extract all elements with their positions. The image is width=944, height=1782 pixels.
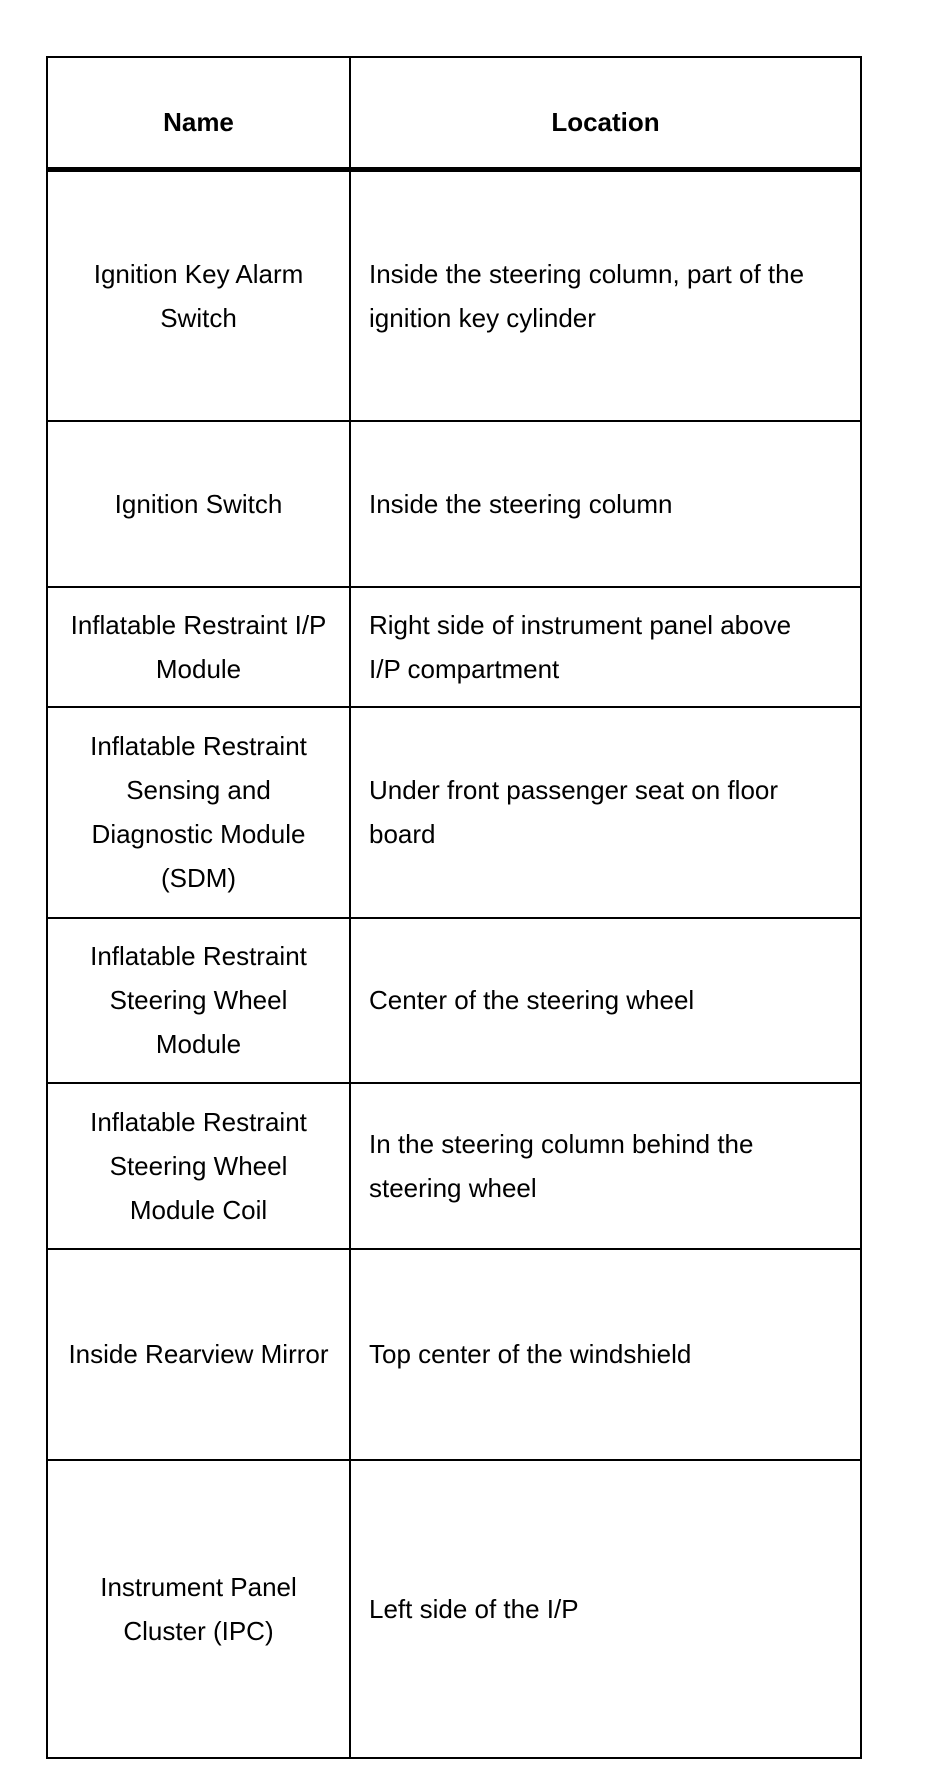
table-row xyxy=(47,587,861,707)
component-name-cell: Instrument Panel Cluster (IPC) xyxy=(47,1460,350,1758)
component-name-cell: Ignition Key Alarm Switch xyxy=(47,169,350,421)
component-name-cell: Inflatable Restraint Sensing and Diagnostic Module (SDM) xyxy=(47,707,350,918)
table-header-row xyxy=(47,57,861,169)
column-header-name: Name xyxy=(47,57,350,169)
component-name-cell: Inflatable Restraint Steering Wheel Module xyxy=(47,918,350,1083)
table-row xyxy=(47,918,861,1083)
component-name-cell: Inflatable Restraint I/P Module xyxy=(47,587,350,707)
component-location-cell: Under front passenger seat on floor board xyxy=(350,707,861,918)
component-location-cell: Right side of instrument panel above I/P compartment xyxy=(350,587,861,707)
component-location-cell: Left side of the I/P xyxy=(350,1460,861,1758)
table-row xyxy=(47,1083,861,1249)
component-location-cell: Inside the steering column xyxy=(350,421,861,587)
table-row xyxy=(47,1249,861,1460)
column-header-location: Location xyxy=(350,57,861,169)
component-location-cell: Top center of the windshield xyxy=(350,1249,861,1460)
component-name-cell: Inside Rearview Mirror xyxy=(47,1249,350,1460)
component-name-cell: Inflatable Restraint Steering Wheel Module Coil xyxy=(47,1083,350,1249)
table-row xyxy=(47,421,861,587)
table-row xyxy=(47,1460,861,1758)
component-name-cell: Ignition Switch xyxy=(47,421,350,587)
table-row xyxy=(47,169,861,421)
component-location-cell: Center of the steering wheel xyxy=(350,918,861,1083)
component-location-table xyxy=(46,56,862,1759)
table-row xyxy=(47,707,861,918)
component-location-cell: In the steering column behind the steering wheel xyxy=(350,1083,861,1249)
component-location-cell: Inside the steering column, part of the ignition key cylinder xyxy=(350,169,861,421)
